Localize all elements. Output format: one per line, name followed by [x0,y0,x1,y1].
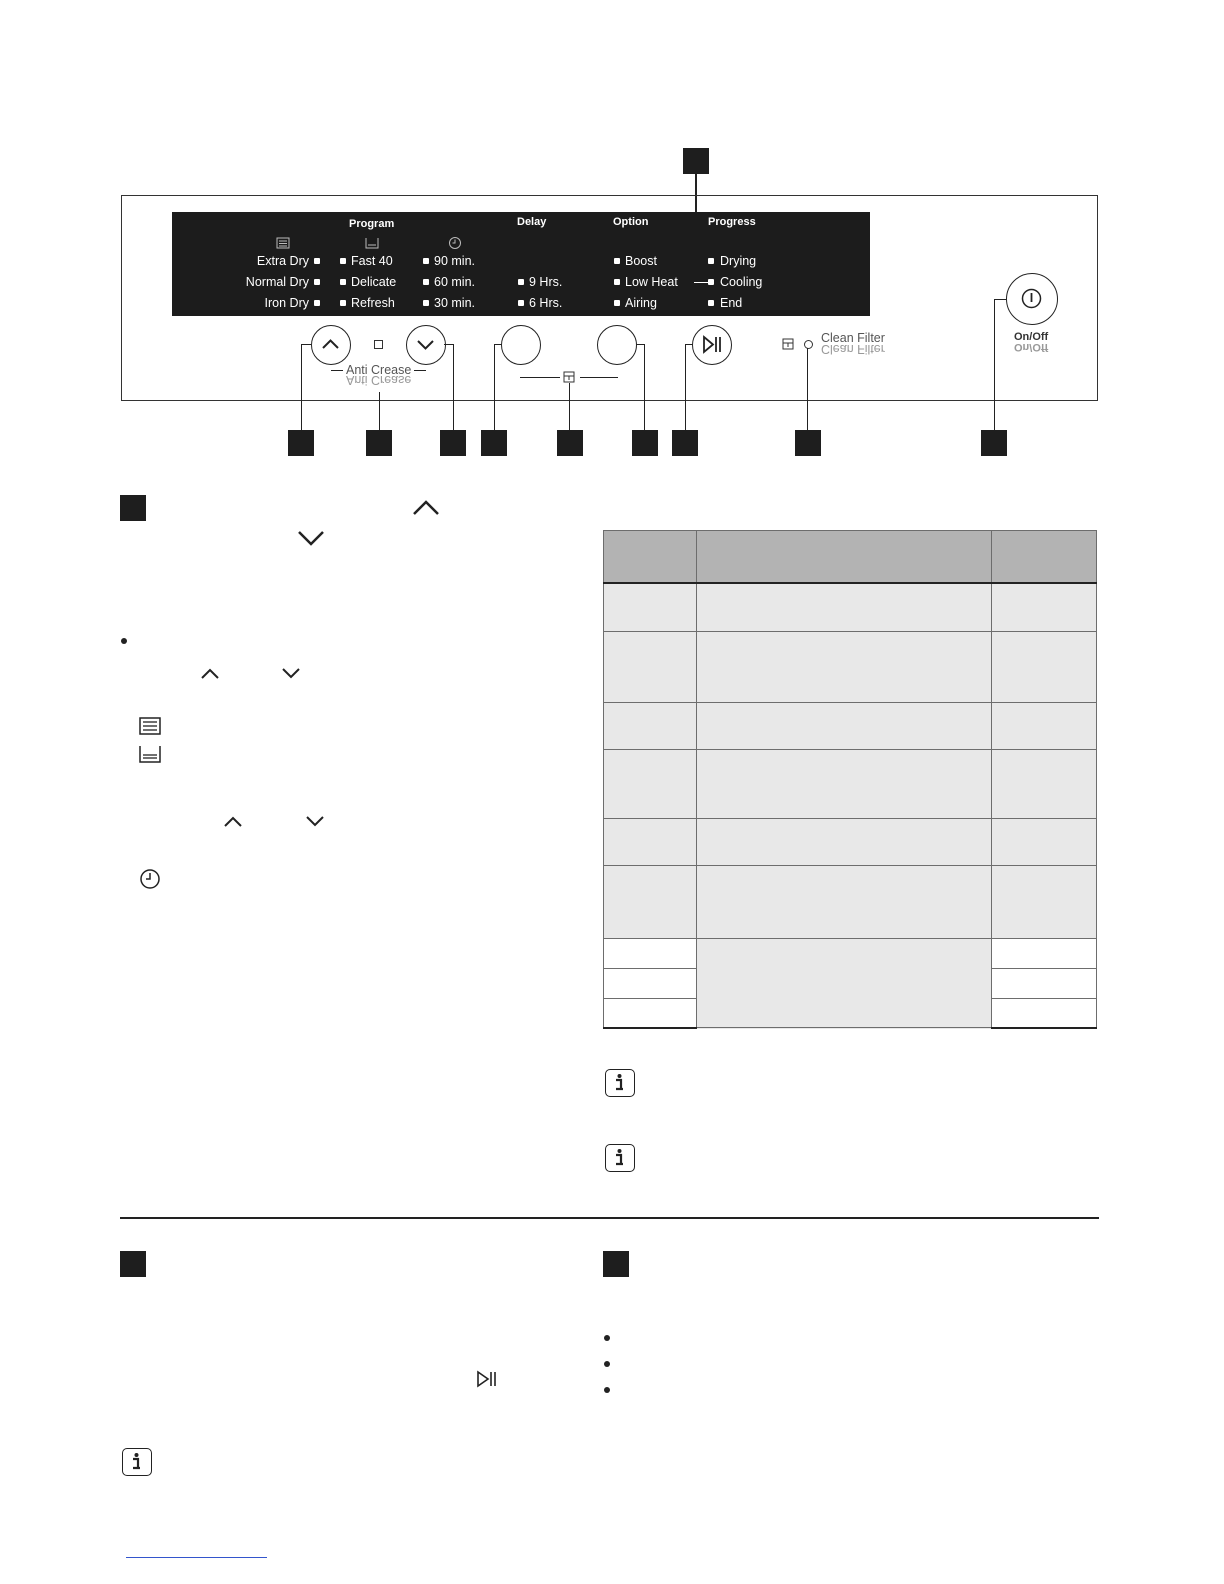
play-pause-icon [476,1370,498,1388]
callout-line [569,383,570,430]
led [314,279,320,285]
delay-header: Delay [517,216,547,228]
led [518,300,524,306]
program-icon [139,745,161,763]
display [172,212,870,316]
time-90: 90 min. [434,254,475,268]
bullet [121,638,127,644]
clean-filter-led [804,340,813,349]
option-button[interactable] [597,325,637,365]
callout-line [994,299,995,430]
play-pause-icon [693,326,730,363]
progress-end: End [720,296,743,310]
power-icon [1007,274,1056,323]
program-refresh: Refresh [351,296,395,310]
led [614,258,620,264]
table-row [604,750,1097,819]
chevron-down-icon [304,812,326,830]
callout-marker [440,430,466,456]
program-up-button[interactable] [311,325,351,365]
led [614,279,620,285]
bullet [604,1361,610,1367]
option-header: Option [613,216,649,228]
led [423,258,429,264]
time-30: 30 min. [434,296,475,310]
bracket [414,370,426,371]
callout-line [301,344,302,430]
callout-marker [288,430,314,456]
program-table [603,530,1097,1029]
table-row [604,703,1097,750]
anti-crease-led [374,340,383,349]
progress-cooling: Cooling [720,275,763,289]
delay-9: 9 Hrs. [529,275,563,289]
table-header-cell [992,531,1097,583]
clock-icon [448,236,462,250]
chevron-down-icon [280,664,302,682]
program-down-button[interactable] [406,325,446,365]
clock-icon [139,868,161,890]
led [518,279,524,285]
callout-line [685,344,693,345]
option-airing: Airing [625,296,657,310]
table-header-cell [604,531,697,583]
led [314,300,320,306]
clean-filter-icon [782,338,794,350]
delay-button[interactable] [501,325,541,365]
dry-level-iron: Iron Dry [264,296,309,310]
bracket [520,377,560,378]
anti-crease-label-mirror: Anti Crease [346,373,412,387]
on-off-label-mirror: On/Off [1014,341,1049,353]
table-header-cell [697,531,992,583]
led [314,258,320,264]
chevron-up-icon [312,326,349,363]
dry-level-extra: Extra Dry [256,254,309,268]
callout-line [494,344,502,345]
chevron-up-icon [410,496,442,520]
led [340,300,346,306]
table-row [604,583,1097,632]
led [614,300,620,306]
section-divider [120,1217,1099,1219]
callout-line [694,282,708,283]
section-marker [603,1251,629,1277]
callout-line [453,344,454,430]
program-delicate: Delicate [351,275,397,289]
table-row [604,819,1097,866]
info-icon [605,1144,635,1172]
option-boost: Boost [625,254,657,268]
led [708,279,714,285]
callout-marker [981,430,1007,456]
callout-line [807,348,808,430]
clean-filter-label: Clean Filter [821,331,885,345]
progress-drying: Drying [720,254,757,268]
led [708,258,714,264]
led [423,279,429,285]
progress-header: Progress [708,216,756,228]
clean-filter-label-mirror: Clean Filter [821,342,885,356]
callout-line [301,344,311,345]
option-low-heat: Low Heat [625,275,678,289]
callout-marker [632,430,658,456]
callout-line [494,344,495,430]
callout-marker [481,430,507,456]
time-60: 60 min. [434,275,475,289]
info-icon [122,1448,152,1476]
dry-level-normal: Normal Dry [245,275,309,289]
dry-level-icon [139,717,161,735]
bullet [604,1335,610,1341]
callout-line [994,299,1006,300]
chevron-down-icon [407,326,444,363]
callout-marker [795,430,821,456]
bullet [604,1387,610,1393]
section-marker [120,1251,146,1277]
section-marker [120,495,146,521]
callout-line [685,344,686,430]
on-off-label: On/Off [1014,331,1049,343]
callout-line [644,344,645,430]
table-row [604,632,1097,703]
dry-level-icon [276,237,290,249]
program-header: Program [349,218,395,230]
delay-6: 6 Hrs. [529,296,563,310]
callout-marker [557,430,583,456]
callout-marker [366,430,392,456]
chevron-up-icon [199,664,221,682]
anti-crease-label: Anti Crease [346,363,412,377]
child-lock-icon [563,371,575,383]
chevron-up-icon [222,812,244,830]
led [423,300,429,306]
program-icon [365,237,379,249]
callout-line [379,392,380,430]
program-fast: Fast 40 [351,254,393,268]
table-row [604,866,1097,939]
table-row [604,939,1097,969]
info-icon [605,1069,635,1097]
led [340,258,346,264]
footer-link-underline[interactable] [126,1557,267,1558]
start-pause-button[interactable] [692,325,732,365]
led [708,300,714,306]
callout-marker [672,430,698,456]
bracket [331,370,343,371]
bracket [580,377,618,378]
on-off-button[interactable] [1006,273,1058,325]
led [340,279,346,285]
chevron-down-icon [295,526,327,550]
callout-marker [683,148,709,174]
